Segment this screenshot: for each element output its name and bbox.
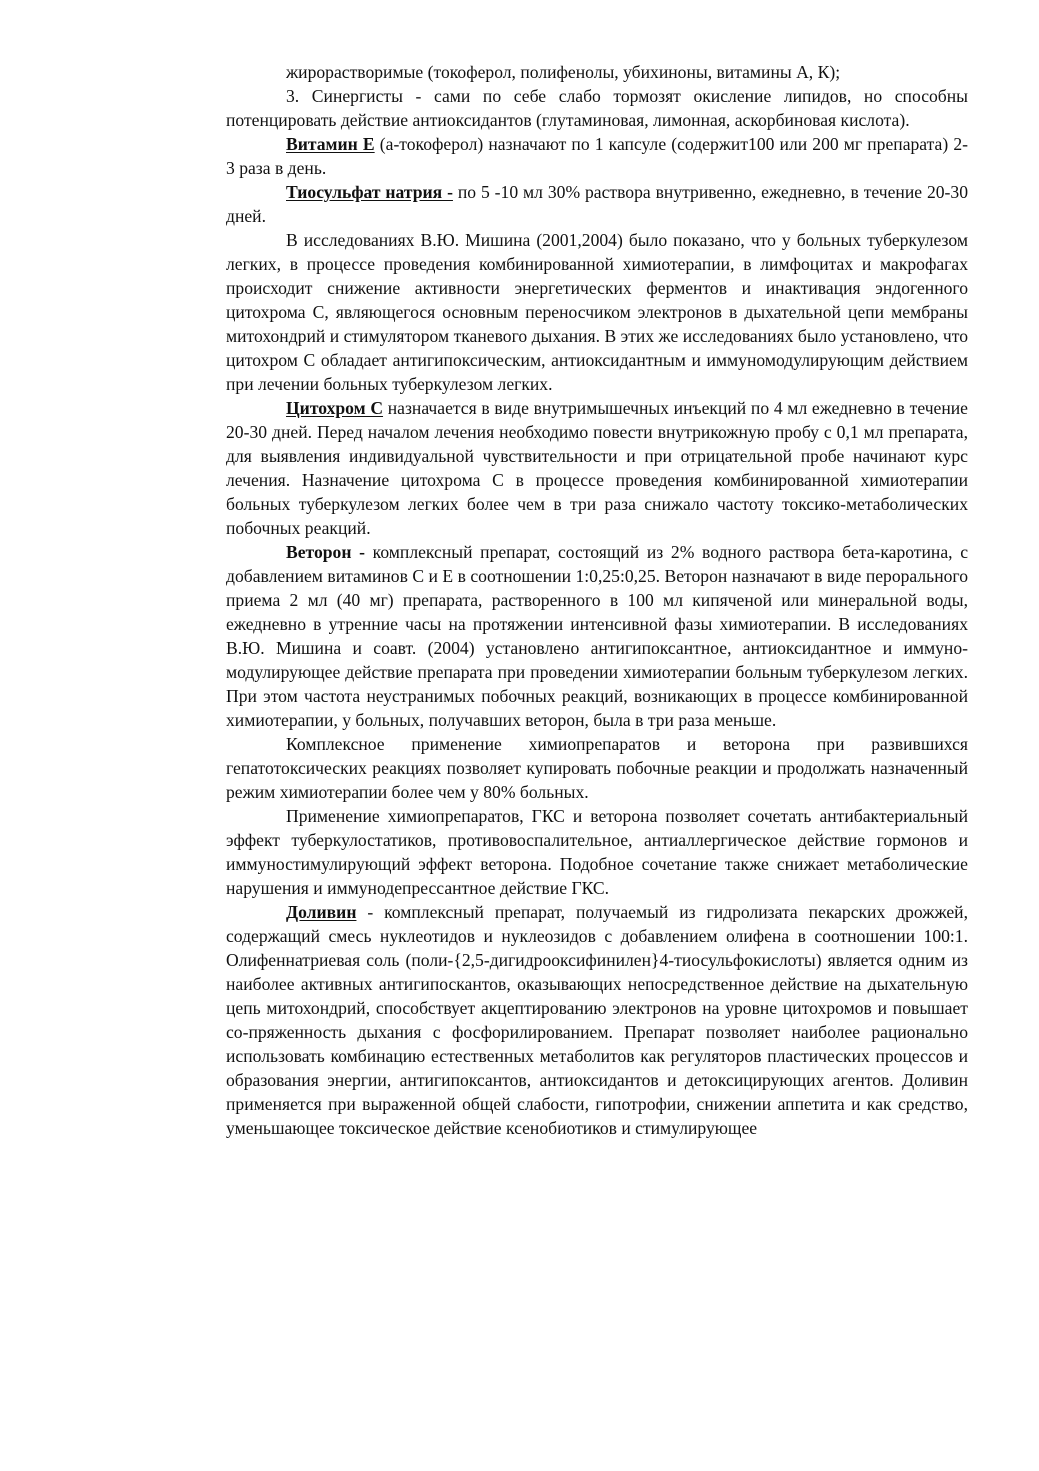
text-cytochrome-c: назначается в виде внутримышечных инъекций по 4 мл ежедневно в течение 20-30 дней. Перед началом лечения необходимо повести внутрикожную пробу с 0,1 мл препарата, для выявления индивидуальной чувствительности и при отрицательной пробе начинают курс лечения. Назначение цитохрома С в процессе проведения комбинированной химиотерапии больных туберкулезом легких более чем в три раза снижало частоту токсико-метаболических побочных реакций. <box>226 398 968 538</box>
paragraph-vitamin-e <box>226 132 968 180</box>
text-vitamin-e: (а-токоферол) назначают по 1 капсуле (содержит100 или 200 мг препарата) 2-3 раза в день. <box>226 134 969 178</box>
term-cytochrome-c: Цитохром С <box>286 398 384 418</box>
paragraph-mishin-research: В исследованиях В.Ю. Мишина (2001,2004) было показано, что у больных туберкулезом легких, в процессе проведения комбинированной химиотерапии, в лимфоцитах и макрофагах происходит снижение активности энергетических ферментов и инактивация эндогенного цитохрома С, являющегося основным переносчиком электронов в дыхательной цепи мембраны митохондрий и стимулятором тканевого дыхания. В этих же исследованиях было установлено, что цитохром С обладает антигипоксическим, антиоксидантным и иммуномодулирующим действием при лечении больных туберкулезом легких. <box>226 230 968 394</box>
paragraph-gcs-combination: Применение химиопрепаратов, ГКС и веторона позволяет сочетать антибактериальный эффект туберкулостатиков, противовоспалительное, антиаллергическое действие гормонов и иммуностимулирующий эффект веторона. Подобное сочетание также снижает метаболические нарушения и иммунодепрессантное действие ГКС. <box>226 806 968 898</box>
paragraph-sodium-thiosulfate <box>226 180 968 228</box>
term-sodium-thiosulfate: Тиосульфат натрия - <box>286 182 453 202</box>
text-sodium-thiosulfate: по 5 -10 мл 30% раствора внутривенно, ежедневно, в течение 20-30 дней. <box>226 182 968 226</box>
term-vitamin-e: Витамин Е <box>286 134 375 154</box>
term-dolivin: Доливин <box>286 902 357 922</box>
paragraph-veteron <box>226 540 968 732</box>
document-page <box>226 60 968 1140</box>
paragraph-complex-use: Комплексное применение химиопрепаратов и веторона при развившихся гепатотоксических реакциях позволяет купировать побочные реакции и продолжать назначенный режим химиотерапии более чем у 80% больных. <box>226 734 968 802</box>
text-veteron: комплексный препарат, состоящий из 2% водного раствора бета-каротина, с добавлением витаминов С и Е в соотношении 1:0,25:0,25. Веторон назначают в виде перорального приема 2 мл (40 мг) препарата, растворенного в 100 мл кипяченой или минеральной воды, ежедневно в утренние часы на протяжении интенсивной фазы химиотерапии. В исследованиях В.Ю. Мишина и соавт. (2004) установлено антигипоксантное, антиоксидантное и иммуно-модулирующее действие препарата при проведении химиотерапии больным туберкулезом легких. При этом частота неустранимых побочных реакций, возникающих в процессе комбинированной химиотерапии, у больных, получавших веторон, была в три раза меньше. <box>226 542 969 730</box>
paragraph-cytochrome-c <box>226 396 968 540</box>
term-veteron: Веторон - <box>286 542 365 562</box>
text-dolivin: - комплексный препарат, получаемый из гидролизата пекарских дрожжей, содержащий смесь нуклеотидов и нуклеозидов с добавлением олифена в соотношении 100:1. Олифеннатриевая соль (поли-{2,5-дигидрооксифинилен}4-тиосульфокислоты) является одним из наиболее активных антигипоскантов, оказывающих непосредственное действие на дыхательную цепь митохондрий, способствует акцептированию электронов на уровне цитохромов и повышает со-пряженность дыхания с фосфорилированием. Препарат позволяет наиболее рационально использовать комбинацию естественных метаболитов как регуляторов пластических процессов и образования энергии, антигипоксантов, антиоксидантов и детоксицирующих агентов. Доливин применяется при выраженной общей слабости, гипотрофии, снижении аппетита и как средство, уменьшающее токсическое действие ксенобиотиков и стимулирующее <box>226 902 968 1138</box>
paragraph-dolivin <box>226 900 968 1140</box>
paragraph-synergists: 3. Синергисты - сами по себе слабо тормозят окисление липидов, но способны потенцировать действие антиоксидантов (глутаминовая, лимонная, аскорбиновая кислота). <box>226 86 968 130</box>
paragraph-fat-soluble: жирорастворимые (токоферол, полифенолы, убихиноны, витамины А, К); <box>286 62 841 82</box>
